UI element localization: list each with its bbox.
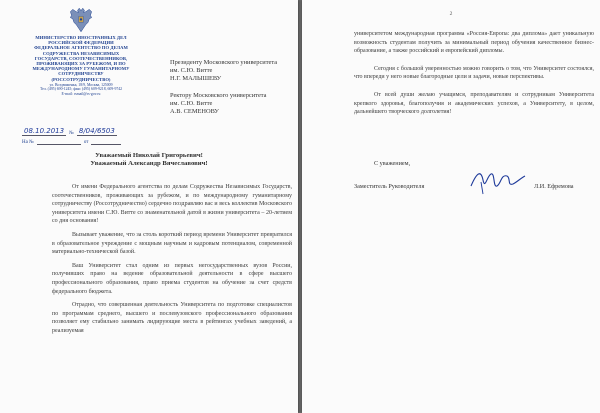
phone-line: Тел. (495) 690-1245; факс (495) 609-9218, 609-9742	[39, 87, 123, 92]
letterhead-line: ПРОЖИВАЮЩИХ ЗА РУБЕЖОМ, И ПО	[36, 61, 126, 67]
letterhead-line: ГОСУДАРСТВ, СООТЕЧЕСТВЕННИКОВ,	[34, 55, 128, 61]
signatory-name: Л.И. Ефремова	[534, 183, 574, 190]
letterhead-line: МИНИСТЕРСТВО ИНОСТРАННЫХ ДЕЛ	[35, 35, 127, 40]
paragraph: От имени Федерального агентства по делам Содружества Независимых Государств, соотечественников, проживающих за рубежом, и по международному гуманитарному сотрудничеству (Россотрудничество) сердечно поздравляю вас и весь коллектив Московского университета имени С.Ю. Витте со знаменательной датой в жизни университета – 20-летием со дня основания!	[52, 184, 292, 225]
addressee-line: Н.Г. МАЛЫШЕВУ	[170, 75, 222, 82]
ref-number: 8/04/6503	[78, 127, 115, 135]
addressee-line: им. С.Ю. Витте	[170, 67, 213, 74]
address-line: ул. Воздвиженка, 18/9, Москва, 125009	[49, 82, 113, 87]
paragraph: Ваш Университет стал одним из первых негосударственных вузов России, получивших право на ведение образовательной деятельности в сфере высшего профессионального образования, право приема студентов на обучение за счет средств федерального бюджета.	[52, 262, 292, 295]
ref-from-blank	[91, 144, 121, 145]
addressee-block	[170, 59, 290, 116]
reference-block	[22, 127, 142, 145]
greeting-line: Уважаемый Николай Григорьевич!	[95, 152, 203, 159]
addressee-line: им. С.Ю. Витте	[170, 100, 213, 107]
page-number: 2	[449, 11, 453, 17]
greeting-line: Уважаемый Александр Вячеславович!	[90, 160, 208, 168]
letterhead-line: РОССИЙСКОЙ ФЕДЕРАЦИИ	[48, 40, 114, 46]
letterhead-line: МЕЖДУНАРОДНОМУ ГУМАНИТАРНОМУ	[32, 66, 130, 72]
ref-number-prefix: №	[69, 131, 74, 136]
paragraph: Вызывает уважение, что за столь короткий период времени Университет превратился в образовательное учреждение с мощным научным и кадровым потенциалом, современной материально-технической базой.	[52, 231, 292, 256]
letterhead-line: (РОССОТРУДНИЧЕСТВО)	[51, 76, 111, 82]
paragraph: университетом международная программа «Россия-Европа: два диплома» дает уникальную возможность студентам получить за минимальный период обучения качественное бизнес-образование, а также российский и европейский дипломы.	[354, 31, 594, 55]
addressee-line: Президенту Московского университета	[170, 59, 278, 66]
closing: С уважением,	[374, 160, 411, 167]
letterhead-address	[20, 83, 142, 97]
ref-on-blank	[37, 144, 81, 145]
letter-body-page-2	[354, 30, 594, 126]
ref-date: 08.10.2013	[24, 127, 65, 135]
handwritten-signature-icon	[467, 166, 527, 196]
ref-on-label: На №	[22, 140, 34, 145]
paragraph: Сегодня с большой уверенностью можно говорить о том, что Университет состоялся, что впереди у него новые благородные цели и задачи, новые перспективы.	[354, 65, 594, 81]
paragraph: От всей души желаю учащимся, преподавателям и сотрудникам Университета крепкого здоровья, благополучия и академических успехов, а Университету, в целом, дальнейшего творческого долголетия!	[354, 91, 594, 116]
letterhead	[20, 7, 142, 97]
ref-from-label: от	[83, 140, 89, 145]
greeting	[0, 152, 298, 169]
addressee-line: Ректору Московского университета	[170, 92, 267, 99]
letterhead-line: ФЕДЕРАЛЬНОЕ АГЕНТСТВО ПО ДЕЛАМ	[34, 45, 128, 51]
email-line: E-mail: rsmail@rs-gov.ru	[61, 92, 101, 97]
double-headed-eagle-emblem-icon	[69, 7, 93, 33]
letterhead-line: СОДРУЖЕСТВА НЕЗАВИСИМЫХ	[42, 50, 120, 56]
letter-body-page-1	[52, 183, 292, 341]
paragraph: Отрадно, что совершенная деятельность Университета по подготовке специалистов по программам среднего, высшего и послевузовского профессионального образования позволяет ему стабильно занимать лидирующие места в рейтингах учебных заведений, а реализуемая	[52, 302, 292, 334]
letterhead-line: СОТРУДНИЧЕСТВУ	[58, 71, 104, 77]
letter-page-1	[0, 0, 298, 413]
addressee-line: А.В. СЕМЕНОВУ	[170, 108, 219, 115]
letter-page-2	[302, 0, 600, 413]
signatory-title: Заместитель Руководителя	[354, 183, 425, 190]
